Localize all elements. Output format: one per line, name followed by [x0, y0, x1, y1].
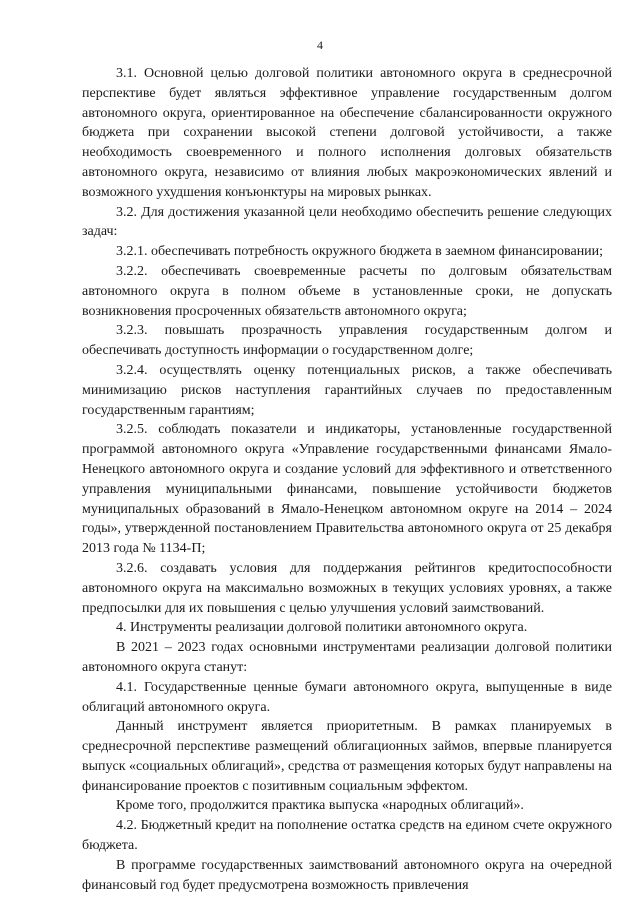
paragraph-3-2-6: 3.2.6. создавать условия для поддержания рейтингов кредитоспособности автономного округа на максимально возможных в текущих условиях уровнях, а также предпосылки для их повышения с целью улучшения условий заимствований.: [82, 560, 612, 616]
paragraph-4-1: 4.1. Государственные ценные бумаги автономного округа, выпущенные в виде облигаций автономного округа.: [82, 679, 612, 715]
paragraph-3-2-5: 3.2.5. соблюдать показатели и индикаторы, установленные государственной программой автономного округа «Управление государственными финансами Ямало-Ненецкого автономного округа и создание условий для эффективного и ответственного управления муниципальными финансами, повышение устойчивости бюджетов муниципальных образований в Ямало-Ненецком автономном округе на 2014 – 2024 годы», утвержденной постановлением Правительства автономного округа от 25 декабря 2013 года № 1134-П;: [82, 422, 612, 557]
paragraph-4-2: 4.2. Бюджетный кредит на пополнение остатка средств на едином счете окружного бюджета.: [82, 818, 612, 854]
paragraph-3-1: 3.1. Основной целью долговой политики автономного округа в среднесрочной перспективе будет являться эффективное управление государственным долгом автономного округа, ориентированное на обеспечение сбалансированности окружного бюджета при сохранении высокой степени долговой устойчивости, а также необходимость своевременного и полного исполнения долговых обязательств автономного округа, независимо от влияния любых макроэкономических явлений и возможного ухудшения конъюнктуры на мировых рынках.: [82, 66, 612, 200]
paragraph-4-1-details: Данный инструмент является приоритетным. В рамках планируемых в среднесрочной перспективе размещений облигационных займов, впервые планируется выпуск «социальных облигаций», средства от размещения которых будут направлены на финансирование проектов с позитивным социальным эффектом.: [82, 719, 612, 794]
paragraph-3-2-2: 3.2.2. обеспечивать своевременные расчеты по долговым обязательствам автономного округа в полном объеме в установленные сроки, не допускать возникновения просроченных обязательств автономного округа;: [82, 263, 612, 319]
paragraph-3-2-4: 3.2.4. осуществлять оценку потенциальных рисков, а также обеспечивать минимизацию рисков наступления гарантийных случаев по предоставленным государственным гарантиям;: [82, 362, 612, 418]
document-body: [82, 64, 612, 895]
paragraph-3-2-3: 3.2.3. повышать прозрачность управления государственным долгом и обеспечивать доступность информации о государственном долге;: [82, 323, 612, 359]
paragraph-3-2: 3.2. Для достижения указанной цели необходимо обеспечить решение следующих задач:: [82, 204, 612, 240]
paragraph-4-2-details: В программе государственных заимствований автономного округа на очередной финансовый год будет предусмотрена возможность привлечения: [82, 857, 612, 893]
paragraph-3-2-1: 3.2.1. обеспечивать потребность окружного бюджета в заемном финансировании;: [116, 244, 604, 260]
paragraph-4-1-people-bonds: Кроме того, продолжится практика выпуска «народных облигаций».: [116, 798, 524, 814]
page-number: 4: [317, 38, 323, 52]
paragraph-4-intro: В 2021 – 2023 годах основными инструментами реализации долговой политики автономного округа станут:: [82, 640, 612, 675]
section-4-heading: 4. Инструменты реализации долговой политики автономного округа.: [116, 620, 528, 636]
